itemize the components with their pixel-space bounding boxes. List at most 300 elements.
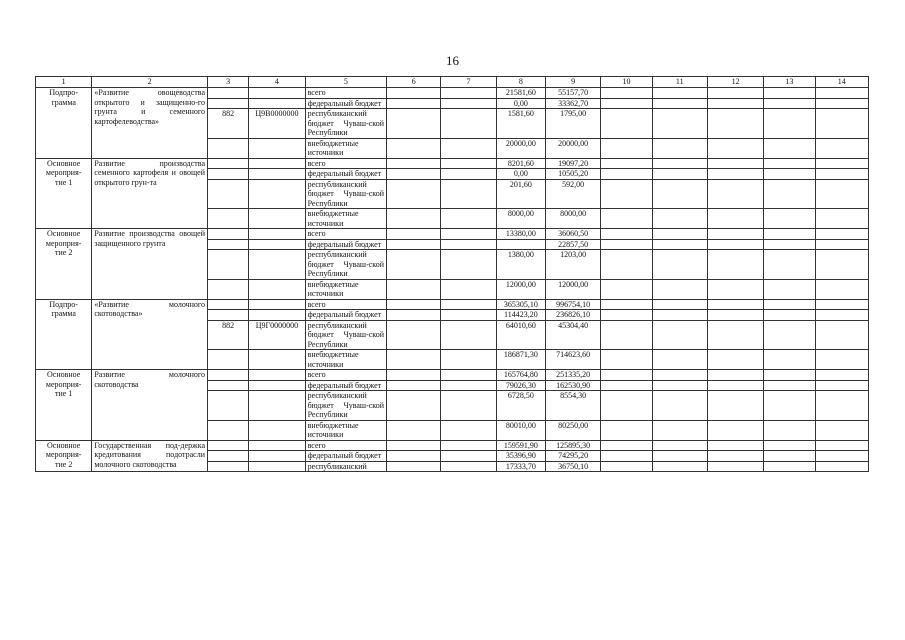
empty-cell-7 <box>441 239 496 250</box>
column-header: 3 <box>208 77 249 88</box>
value-8-cell: 8000,00 <box>496 209 545 229</box>
empty-cell-10 <box>601 350 652 370</box>
empty-cell-7 <box>441 138 496 158</box>
column-header: 4 <box>249 77 305 88</box>
empty-cell-12 <box>707 138 763 158</box>
empty-cell-6 <box>387 440 441 451</box>
source-cell: внебюджетные источники <box>305 138 386 158</box>
empty-cell-12 <box>707 370 763 381</box>
value-9-cell: 10505,20 <box>545 169 600 180</box>
code-4-cell: Ц9В0000000 <box>249 109 305 139</box>
code-4-cell <box>249 169 305 180</box>
empty-cell-6 <box>387 279 441 299</box>
empty-cell-12 <box>707 209 763 229</box>
empty-cell-12 <box>707 250 763 280</box>
empty-cell-10 <box>601 461 652 472</box>
code-3-cell <box>208 391 249 421</box>
column-header: 5 <box>305 77 386 88</box>
value-9-cell: 236826,10 <box>545 310 600 321</box>
empty-cell-14 <box>815 109 868 139</box>
value-9-cell: 714623,60 <box>545 350 600 370</box>
value-8-cell: 159591,90 <box>496 440 545 451</box>
code-3-cell <box>208 88 249 99</box>
empty-cell-14 <box>815 229 868 240</box>
source-cell: республиканский бюджет Чуваш-ской Республики <box>305 391 386 421</box>
code-3-cell <box>208 380 249 391</box>
code-4-cell <box>249 239 305 250</box>
empty-cell-10 <box>601 420 652 440</box>
empty-cell-7 <box>441 209 496 229</box>
source-cell: республиканский бюджет Чуваш-ской Республики <box>305 179 386 209</box>
empty-cell-12 <box>707 380 763 391</box>
value-9-cell: 36750,10 <box>545 461 600 472</box>
source-cell: всего <box>305 370 386 381</box>
code-4-cell <box>249 229 305 240</box>
empty-cell-14 <box>815 380 868 391</box>
empty-cell-13 <box>764 320 815 350</box>
program-name-cell: Государственная под-держка кредитования подотрасли молочного скотоводства <box>92 440 208 472</box>
empty-cell-14 <box>815 179 868 209</box>
status-cell: Основное мероприя- тие 1 <box>36 370 92 441</box>
empty-cell-14 <box>815 461 868 472</box>
value-8-cell: 79026,30 <box>496 380 545 391</box>
empty-cell-7 <box>441 299 496 310</box>
value-8-cell: 20000,00 <box>496 138 545 158</box>
empty-cell-10 <box>601 138 652 158</box>
empty-cell-6 <box>387 239 441 250</box>
program-name-cell: «Развитие молочного скотоводства» <box>92 299 208 370</box>
value-8-cell: 165764,80 <box>496 370 545 381</box>
value-8-cell: 17333,70 <box>496 461 545 472</box>
empty-cell-13 <box>764 370 815 381</box>
empty-cell-12 <box>707 320 763 350</box>
empty-cell-12 <box>707 158 763 169</box>
empty-cell-12 <box>707 420 763 440</box>
value-8-cell: 8201,60 <box>496 158 545 169</box>
empty-cell-14 <box>815 299 868 310</box>
empty-cell-11 <box>652 109 707 139</box>
empty-cell-13 <box>764 88 815 99</box>
empty-cell-6 <box>387 299 441 310</box>
empty-cell-13 <box>764 169 815 180</box>
source-cell: всего <box>305 299 386 310</box>
value-9-cell: 592,00 <box>545 179 600 209</box>
column-header: 2 <box>92 77 208 88</box>
empty-cell-11 <box>652 370 707 381</box>
empty-cell-6 <box>387 169 441 180</box>
empty-cell-14 <box>815 98 868 109</box>
empty-cell-14 <box>815 451 868 462</box>
value-9-cell: 20000,00 <box>545 138 600 158</box>
empty-cell-7 <box>441 310 496 321</box>
value-8-cell: 0,00 <box>496 169 545 180</box>
value-9-cell: 19097,20 <box>545 158 600 169</box>
value-9-cell: 36060,50 <box>545 229 600 240</box>
empty-cell-10 <box>601 169 652 180</box>
value-9-cell: 12000,00 <box>545 279 600 299</box>
empty-cell-13 <box>764 98 815 109</box>
empty-cell-10 <box>601 109 652 139</box>
empty-cell-10 <box>601 299 652 310</box>
code-3-cell <box>208 279 249 299</box>
value-8-cell: 35396,90 <box>496 451 545 462</box>
empty-cell-13 <box>764 299 815 310</box>
header-row <box>36 77 869 88</box>
column-header: 14 <box>815 77 868 88</box>
empty-cell-13 <box>764 138 815 158</box>
table-row <box>36 229 869 240</box>
code-4-cell <box>249 350 305 370</box>
column-header: 6 <box>387 77 441 88</box>
code-3-cell <box>208 440 249 451</box>
empty-cell-10 <box>601 250 652 280</box>
code-4-cell <box>249 209 305 229</box>
empty-cell-6 <box>387 451 441 462</box>
code-3-cell <box>208 239 249 250</box>
empty-cell-11 <box>652 138 707 158</box>
empty-cell-13 <box>764 229 815 240</box>
source-cell: всего <box>305 158 386 169</box>
empty-cell-6 <box>387 391 441 421</box>
empty-cell-12 <box>707 299 763 310</box>
source-cell: республиканский бюджет Чуваш-ской Республики <box>305 320 386 350</box>
empty-cell-10 <box>601 440 652 451</box>
source-cell: всего <box>305 229 386 240</box>
code-3-cell <box>208 350 249 370</box>
empty-cell-12 <box>707 461 763 472</box>
empty-cell-11 <box>652 209 707 229</box>
empty-cell-7 <box>441 98 496 109</box>
empty-cell-6 <box>387 350 441 370</box>
source-cell: республиканский бюджет Чуваш-ской Республики <box>305 250 386 280</box>
empty-cell-14 <box>815 279 868 299</box>
empty-cell-11 <box>652 380 707 391</box>
source-cell: республиканский <box>305 461 386 472</box>
empty-cell-6 <box>387 209 441 229</box>
value-8-cell: 365305,10 <box>496 299 545 310</box>
empty-cell-10 <box>601 88 652 99</box>
empty-cell-12 <box>707 179 763 209</box>
table-row <box>36 440 869 451</box>
empty-cell-7 <box>441 229 496 240</box>
empty-cell-14 <box>815 310 868 321</box>
source-cell: федеральный бюджет <box>305 451 386 462</box>
value-8-cell: 80010,00 <box>496 420 545 440</box>
empty-cell-13 <box>764 391 815 421</box>
empty-cell-7 <box>441 370 496 381</box>
code-3-cell <box>208 98 249 109</box>
empty-cell-13 <box>764 461 815 472</box>
empty-cell-12 <box>707 391 763 421</box>
empty-cell-12 <box>707 239 763 250</box>
value-9-cell: 8000,00 <box>545 209 600 229</box>
column-header: 11 <box>652 77 707 88</box>
column-header: 13 <box>764 77 815 88</box>
code-4-cell <box>249 158 305 169</box>
empty-cell-6 <box>387 420 441 440</box>
empty-cell-13 <box>764 109 815 139</box>
code-3-cell <box>208 250 249 280</box>
value-8-cell: 186871,30 <box>496 350 545 370</box>
empty-cell-10 <box>601 209 652 229</box>
empty-cell-7 <box>441 88 496 99</box>
code-4-cell <box>249 391 305 421</box>
empty-cell-11 <box>652 229 707 240</box>
code-4-cell <box>249 98 305 109</box>
empty-cell-13 <box>764 310 815 321</box>
code-3-cell: 882 <box>208 109 249 139</box>
source-cell: внебюджетные источники <box>305 279 386 299</box>
empty-cell-12 <box>707 229 763 240</box>
empty-cell-10 <box>601 451 652 462</box>
program-name-cell: «Развитие овощеводства открытого и защищенно-го грунта и семенного картофелеводства» <box>92 88 208 159</box>
empty-cell-6 <box>387 179 441 209</box>
empty-cell-14 <box>815 420 868 440</box>
code-4-cell <box>249 179 305 209</box>
table-row <box>36 370 869 381</box>
empty-cell-7 <box>441 391 496 421</box>
value-9-cell: 8554,30 <box>545 391 600 421</box>
empty-cell-12 <box>707 451 763 462</box>
empty-cell-13 <box>764 179 815 209</box>
empty-cell-14 <box>815 158 868 169</box>
status-cell: Подпро- грамма <box>36 299 92 370</box>
empty-cell-10 <box>601 98 652 109</box>
empty-cell-13 <box>764 250 815 280</box>
source-cell: внебюджетные источники <box>305 350 386 370</box>
table-row <box>36 158 869 169</box>
empty-cell-14 <box>815 440 868 451</box>
empty-cell-14 <box>815 239 868 250</box>
source-cell: всего <box>305 88 386 99</box>
empty-cell-13 <box>764 239 815 250</box>
empty-cell-10 <box>601 370 652 381</box>
status-cell: Основное мероприя- тие 1 <box>36 158 92 229</box>
code-4-cell <box>249 299 305 310</box>
table-body <box>36 77 869 472</box>
value-9-cell: 55157,70 <box>545 88 600 99</box>
code-4-cell <box>249 380 305 391</box>
table-row <box>36 88 869 99</box>
code-4-cell <box>249 279 305 299</box>
empty-cell-7 <box>441 109 496 139</box>
status-cell: Основное мероприя- тие 2 <box>36 440 92 472</box>
empty-cell-10 <box>601 279 652 299</box>
empty-cell-12 <box>707 88 763 99</box>
empty-cell-11 <box>652 279 707 299</box>
empty-cell-6 <box>387 250 441 280</box>
empty-cell-6 <box>387 370 441 381</box>
empty-cell-11 <box>652 350 707 370</box>
empty-cell-11 <box>652 179 707 209</box>
value-8-cell: 114423,20 <box>496 310 545 321</box>
code-3-cell <box>208 310 249 321</box>
empty-cell-10 <box>601 310 652 321</box>
empty-cell-11 <box>652 158 707 169</box>
empty-cell-10 <box>601 239 652 250</box>
code-4-cell <box>249 451 305 462</box>
code-3-cell <box>208 229 249 240</box>
value-8-cell: 201,60 <box>496 179 545 209</box>
empty-cell-11 <box>652 250 707 280</box>
source-cell: республиканский бюджет Чуваш-ской Республики <box>305 109 386 139</box>
code-3-cell <box>208 209 249 229</box>
empty-cell-13 <box>764 380 815 391</box>
empty-cell-6 <box>387 320 441 350</box>
value-8-cell: 13380,00 <box>496 229 545 240</box>
status-cell: Подпро- грамма <box>36 88 92 159</box>
code-4-cell: Ц9Г0000000 <box>249 320 305 350</box>
empty-cell-7 <box>441 440 496 451</box>
program-name-cell: Развитие производства овощей защищенного грунта <box>92 229 208 300</box>
value-8-cell: 64010,60 <box>496 320 545 350</box>
value-8-cell: 1380,00 <box>496 250 545 280</box>
empty-cell-13 <box>764 350 815 370</box>
empty-cell-11 <box>652 320 707 350</box>
empty-cell-6 <box>387 380 441 391</box>
empty-cell-13 <box>764 440 815 451</box>
empty-cell-6 <box>387 98 441 109</box>
empty-cell-12 <box>707 279 763 299</box>
empty-cell-11 <box>652 310 707 321</box>
empty-cell-13 <box>764 209 815 229</box>
program-name-cell: Развитие производства семенного картофеля и овощей открытого грун-та <box>92 158 208 229</box>
value-8-cell <box>496 239 545 250</box>
empty-cell-14 <box>815 169 868 180</box>
empty-cell-13 <box>764 451 815 462</box>
source-cell: всего <box>305 440 386 451</box>
empty-cell-7 <box>441 380 496 391</box>
empty-cell-6 <box>387 461 441 472</box>
column-header: 1 <box>36 77 92 88</box>
empty-cell-6 <box>387 88 441 99</box>
code-3-cell: 882 <box>208 320 249 350</box>
empty-cell-7 <box>441 320 496 350</box>
empty-cell-6 <box>387 229 441 240</box>
empty-cell-14 <box>815 138 868 158</box>
empty-cell-6 <box>387 310 441 321</box>
code-4-cell <box>249 138 305 158</box>
code-3-cell <box>208 370 249 381</box>
empty-cell-7 <box>441 420 496 440</box>
value-9-cell: 45304,40 <box>545 320 600 350</box>
empty-cell-10 <box>601 320 652 350</box>
value-9-cell: 251335,20 <box>545 370 600 381</box>
empty-cell-14 <box>815 250 868 280</box>
empty-cell-7 <box>441 461 496 472</box>
value-9-cell: 1203,00 <box>545 250 600 280</box>
code-3-cell <box>208 420 249 440</box>
empty-cell-10 <box>601 179 652 209</box>
empty-cell-7 <box>441 279 496 299</box>
empty-cell-7 <box>441 169 496 180</box>
source-cell: федеральный бюджет <box>305 169 386 180</box>
empty-cell-7 <box>441 158 496 169</box>
empty-cell-7 <box>441 179 496 209</box>
empty-cell-11 <box>652 391 707 421</box>
code-4-cell <box>249 440 305 451</box>
empty-cell-10 <box>601 380 652 391</box>
empty-cell-14 <box>815 88 868 99</box>
value-8-cell: 1581,60 <box>496 109 545 139</box>
budget-table <box>35 76 869 472</box>
column-header: 9 <box>545 77 600 88</box>
code-3-cell <box>208 138 249 158</box>
value-9-cell: 162530,90 <box>545 380 600 391</box>
code-3-cell <box>208 451 249 462</box>
empty-cell-12 <box>707 310 763 321</box>
column-header: 7 <box>441 77 496 88</box>
empty-cell-10 <box>601 158 652 169</box>
empty-cell-13 <box>764 279 815 299</box>
code-4-cell <box>249 88 305 99</box>
empty-cell-7 <box>441 250 496 280</box>
value-8-cell: 0,00 <box>496 98 545 109</box>
value-9-cell: 33362,70 <box>545 98 600 109</box>
empty-cell-6 <box>387 138 441 158</box>
code-4-cell <box>249 461 305 472</box>
column-header: 12 <box>707 77 763 88</box>
empty-cell-14 <box>815 320 868 350</box>
page-number: 16 <box>446 53 459 68</box>
code-4-cell <box>249 370 305 381</box>
empty-cell-11 <box>652 440 707 451</box>
empty-cell-10 <box>601 391 652 421</box>
code-3-cell <box>208 299 249 310</box>
value-9-cell: 996754,10 <box>545 299 600 310</box>
value-8-cell: 6728,50 <box>496 391 545 421</box>
empty-cell-6 <box>387 158 441 169</box>
code-3-cell <box>208 169 249 180</box>
code-4-cell <box>249 250 305 280</box>
value-9-cell: 80250,00 <box>545 420 600 440</box>
column-header: 10 <box>601 77 652 88</box>
source-cell: федеральный бюджет <box>305 239 386 250</box>
empty-cell-10 <box>601 229 652 240</box>
value-9-cell: 125895,30 <box>545 440 600 451</box>
program-name-cell: Развитие молочного скотоводства <box>92 370 208 441</box>
empty-cell-11 <box>652 451 707 462</box>
empty-cell-13 <box>764 158 815 169</box>
value-8-cell: 21581,60 <box>496 88 545 99</box>
value-9-cell: 1795,00 <box>545 109 600 139</box>
code-3-cell <box>208 179 249 209</box>
status-cell: Основное мероприя- тие 2 <box>36 229 92 300</box>
empty-cell-11 <box>652 461 707 472</box>
column-header: 8 <box>496 77 545 88</box>
source-cell: федеральный бюджет <box>305 380 386 391</box>
empty-cell-12 <box>707 350 763 370</box>
empty-cell-14 <box>815 370 868 381</box>
empty-cell-6 <box>387 109 441 139</box>
source-cell: федеральный бюджет <box>305 98 386 109</box>
source-cell: федеральный бюджет <box>305 310 386 321</box>
code-3-cell <box>208 158 249 169</box>
empty-cell-14 <box>815 209 868 229</box>
value-8-cell: 12000,00 <box>496 279 545 299</box>
empty-cell-12 <box>707 440 763 451</box>
empty-cell-11 <box>652 169 707 180</box>
code-4-cell <box>249 420 305 440</box>
empty-cell-12 <box>707 98 763 109</box>
empty-cell-7 <box>441 350 496 370</box>
code-3-cell <box>208 461 249 472</box>
empty-cell-12 <box>707 169 763 180</box>
table-row <box>36 299 869 310</box>
value-9-cell: 74295,20 <box>545 451 600 462</box>
empty-cell-11 <box>652 88 707 99</box>
value-9-cell: 22857,50 <box>545 239 600 250</box>
